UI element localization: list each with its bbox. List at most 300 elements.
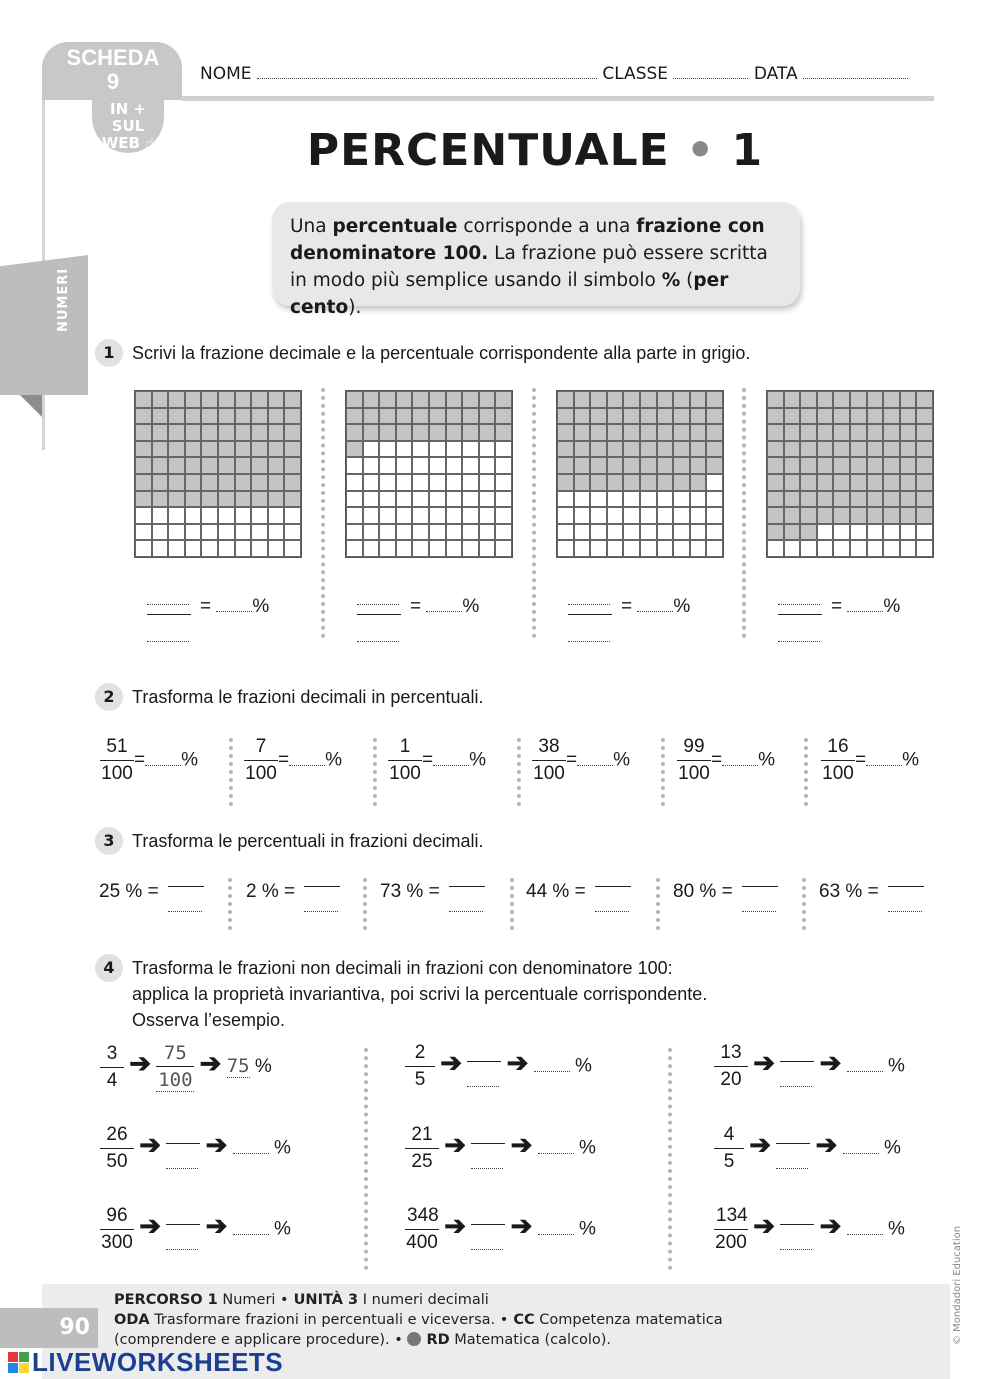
denominator: 100 — [533, 763, 565, 784]
footer-bold: PERCORSO 1 — [114, 1292, 218, 1308]
grid-cell — [607, 540, 624, 557]
numerator-field[interactable] — [471, 1129, 505, 1144]
example-fraction — [156, 1042, 194, 1092]
numerator: 3 — [100, 1043, 124, 1068]
numerator-field[interactable] — [166, 1210, 200, 1225]
grid-cell — [412, 507, 429, 524]
denominator-field[interactable] — [742, 887, 776, 912]
numerator: 51 — [100, 736, 134, 761]
grid-cell — [495, 524, 512, 541]
percent-value: 44 % — [526, 881, 570, 903]
grid-cell — [412, 540, 429, 557]
numerator: 1 — [388, 736, 422, 761]
percent-field[interactable] — [538, 1153, 574, 1154]
denominator-field[interactable] — [166, 1144, 198, 1169]
scheda-number: 9 — [106, 69, 120, 94]
grid-cell-shaded — [784, 507, 801, 524]
numerator: 16 — [821, 736, 855, 761]
grid-cell-shaded — [495, 424, 512, 441]
grid-cell-shaded — [916, 424, 933, 441]
equals-sign: = — [147, 881, 159, 903]
grid-cell-shaded — [800, 424, 817, 441]
grid-cell-shaded — [623, 474, 640, 491]
column-divider — [742, 388, 746, 638]
grid-cell — [284, 507, 301, 524]
percent-field[interactable] — [233, 1153, 269, 1154]
rd-badge-icon — [407, 1332, 421, 1346]
numerator: 4 — [714, 1124, 744, 1149]
grid-cell — [479, 524, 496, 541]
grid-cell — [284, 540, 301, 557]
grid-cell — [429, 491, 446, 508]
fraction — [100, 736, 134, 785]
grid-cell-shaded — [833, 507, 850, 524]
fraction-to-percent-item — [388, 736, 486, 785]
fraction — [388, 736, 422, 785]
grid-cell-shaded — [201, 474, 218, 491]
denominator-field[interactable] — [168, 887, 202, 912]
grid-cell-shaded — [268, 474, 285, 491]
equals-sign: = — [621, 596, 633, 617]
grid-cell-shaded — [657, 457, 674, 474]
grid-cell-shaded — [152, 441, 169, 458]
grid-cell — [590, 540, 607, 557]
grid-cell — [379, 457, 396, 474]
equals-sign: = — [855, 749, 867, 771]
grid-cell — [396, 524, 413, 541]
denominator-field[interactable] — [471, 1144, 503, 1169]
grid-cell-shaded — [168, 474, 185, 491]
grid-cell — [557, 540, 574, 557]
grid-cell-shaded — [251, 491, 268, 508]
grid-cell — [201, 540, 218, 557]
grid-cell — [462, 457, 479, 474]
liveworksheets-logo[interactable] — [8, 1347, 284, 1377]
grid-cell-shaded — [850, 441, 867, 458]
grid-cell-shaded — [574, 474, 591, 491]
footer-text: Competenza matematica — [534, 1312, 723, 1328]
grid-cell-shaded — [706, 408, 723, 425]
grid-cell-shaded — [800, 457, 817, 474]
grid-cell — [379, 507, 396, 524]
grid-cell-shaded — [135, 491, 152, 508]
percent-field[interactable] — [847, 1234, 883, 1235]
grid-cell-shaded — [916, 441, 933, 458]
percent-sign: % — [469, 749, 487, 771]
numerator-field[interactable] — [147, 598, 189, 605]
conversion-item — [100, 1124, 291, 1173]
grid-cell-shaded — [690, 391, 707, 408]
arrow-right-icon: ➔ — [139, 1210, 162, 1241]
grid-cell-shaded — [833, 424, 850, 441]
numerator-field[interactable] — [888, 872, 924, 887]
grid-cell — [590, 507, 607, 524]
grid-cell — [883, 540, 900, 557]
grid-cell-shaded — [867, 474, 884, 491]
grid-cell — [185, 524, 202, 541]
grid-cell-shaded — [268, 424, 285, 441]
grid-cell — [767, 540, 784, 557]
grid-cell — [429, 507, 446, 524]
grid-cell — [574, 524, 591, 541]
grid-cell-shaded — [640, 474, 657, 491]
percent-sign: % — [579, 1218, 596, 1240]
numerator-field[interactable] — [357, 598, 399, 605]
grid-cell-shaded — [867, 457, 884, 474]
grid-cell — [690, 524, 707, 541]
percent-answer — [410, 596, 479, 618]
grid-cell-shaded — [201, 408, 218, 425]
grid-cell — [379, 524, 396, 541]
exercise-1-instruction: Scrivi la frazione decimale e la percentuale corrispondente alla parte in grigio. — [132, 343, 751, 363]
grid-cell-shaded — [833, 457, 850, 474]
grid-cell-shaded — [706, 441, 723, 458]
denominator-field[interactable] — [449, 887, 483, 912]
grid-cell-shaded — [396, 391, 413, 408]
grid-cell-shaded — [363, 391, 380, 408]
percent-field[interactable] — [538, 1234, 574, 1235]
denominator: 100 — [245, 763, 277, 784]
answer-fraction — [166, 1129, 200, 1169]
grid-cell — [706, 507, 723, 524]
grid-cell — [673, 540, 690, 557]
grid-cell — [396, 474, 413, 491]
grid-cell — [479, 457, 496, 474]
grid-cell-shaded — [867, 441, 884, 458]
footer-separator: • — [280, 1292, 289, 1308]
grid-cell — [363, 540, 380, 557]
intro-bold: % — [661, 270, 681, 291]
grid-cell-shaded — [916, 507, 933, 524]
grid-cell — [706, 540, 723, 557]
hundred-grid — [556, 390, 724, 558]
numerator: 134 — [714, 1205, 748, 1230]
arrow-right-icon: ➔ — [753, 1210, 776, 1241]
grid-cell — [590, 524, 607, 541]
percent-sign: % — [888, 1218, 905, 1240]
numerator-field[interactable] — [568, 598, 610, 605]
numerator: 99 — [677, 736, 711, 761]
exercise-2-instruction: Trasforma le frazioni decimali in percentuali. — [132, 687, 484, 707]
numerator: 348 — [405, 1205, 439, 1230]
percent-sign: % — [884, 1137, 901, 1159]
grid-cell-shaded — [640, 457, 657, 474]
grid-cell — [690, 540, 707, 557]
percent-sign: % — [902, 749, 920, 771]
grid-cell — [495, 474, 512, 491]
numerator-field[interactable] — [742, 872, 778, 887]
grid-cell-shaded — [640, 408, 657, 425]
grid-cell — [346, 540, 363, 557]
grid-cell — [462, 524, 479, 541]
denominator: 100 — [678, 763, 710, 784]
grid-cell — [446, 524, 463, 541]
denominator: 100 — [101, 763, 133, 784]
grid-cell — [396, 457, 413, 474]
title-number: 1 — [731, 125, 764, 176]
footer-bold: ODA — [114, 1312, 150, 1328]
data-label: DATA — [753, 64, 798, 84]
column-divider — [656, 878, 660, 930]
grid-cell-shaded — [495, 391, 512, 408]
numerator-field[interactable] — [776, 1129, 810, 1144]
ribbon-fold — [20, 395, 42, 417]
arrow-right-icon: ➔ — [139, 1129, 162, 1160]
hundred-grid — [134, 390, 302, 558]
grid-cell-shaded — [135, 408, 152, 425]
percent-field[interactable] — [722, 765, 758, 766]
intro-bold: percentuale — [332, 216, 458, 237]
percent-field[interactable] — [534, 1071, 570, 1072]
grid-cell — [833, 524, 850, 541]
grid-cell-shaded — [235, 441, 252, 458]
denominator-field[interactable] — [467, 1062, 499, 1087]
percent-to-fraction-item — [246, 872, 340, 912]
grid-cell — [396, 491, 413, 508]
fraction — [714, 1042, 748, 1091]
grid-cell-shaded — [251, 474, 268, 491]
column-divider — [661, 738, 665, 806]
grid-cell-shaded — [800, 524, 817, 541]
grid-cell-shaded — [574, 457, 591, 474]
percent-field[interactable] — [847, 611, 883, 612]
numerator-field[interactable] — [778, 598, 820, 605]
percent-answer — [200, 596, 269, 618]
grid-cell-shaded — [185, 457, 202, 474]
grid-cell-shaded — [623, 424, 640, 441]
grid-cell — [185, 507, 202, 524]
percent-field[interactable] — [216, 611, 252, 612]
percent-field[interactable] — [577, 765, 613, 766]
percent-sign: % — [274, 1137, 291, 1159]
grid-cell-shaded — [833, 491, 850, 508]
percent-sign: % — [181, 749, 199, 771]
grid-cell — [574, 540, 591, 557]
grid-cell — [363, 491, 380, 508]
numerator-field[interactable] — [595, 872, 631, 887]
grid-cell-shaded — [657, 474, 674, 491]
percent-field[interactable] — [433, 765, 469, 766]
grid-cell-shaded — [557, 424, 574, 441]
denominator-field[interactable] — [595, 887, 629, 912]
grid-cell — [446, 507, 463, 524]
grid-cell-shaded — [284, 391, 301, 408]
grid-cell — [412, 474, 429, 491]
nome-label: NOME — [200, 64, 252, 84]
percent-field[interactable] — [289, 765, 325, 766]
grid-cell-shaded — [479, 424, 496, 441]
grid-cell-shaded — [883, 441, 900, 458]
grid-cell-shaded — [883, 391, 900, 408]
grid-cell — [462, 474, 479, 491]
answer-fraction — [742, 872, 778, 912]
answer-fraction — [467, 1047, 501, 1087]
numerator: 96 — [100, 1205, 134, 1230]
numerator: 75 — [156, 1042, 194, 1067]
grid-cell-shaded — [623, 408, 640, 425]
grid-cell-shaded — [590, 391, 607, 408]
grid-cell — [218, 524, 235, 541]
column-divider — [804, 738, 808, 806]
numerator-field[interactable] — [780, 1047, 814, 1062]
arrow-right-icon: ➔ — [819, 1047, 842, 1078]
denominator-field[interactable] — [568, 615, 610, 642]
grid-cell-shaded — [462, 408, 479, 425]
grid-cell — [462, 540, 479, 557]
numerator-field[interactable] — [449, 872, 485, 887]
instruction-line: Trasforma le frazioni non decimali in frazioni con denominatore 100: — [132, 958, 673, 978]
exercise-number: 2 — [95, 683, 123, 711]
grid-cell-shaded — [784, 474, 801, 491]
grid-cell-shaded — [817, 408, 834, 425]
grid-cell-shaded — [706, 457, 723, 474]
fraction-answer — [778, 590, 822, 646]
grid-cell-shaded — [623, 391, 640, 408]
grid-cell — [557, 524, 574, 541]
grid-cell — [462, 507, 479, 524]
grid-cell — [363, 457, 380, 474]
footer-bold: RD — [421, 1332, 450, 1348]
grid-cell-shaded — [784, 408, 801, 425]
grid-cell-shaded — [690, 457, 707, 474]
classe-field[interactable] — [673, 78, 748, 79]
grid-cell-shaded — [201, 391, 218, 408]
grid-cell-shaded — [152, 424, 169, 441]
grid-cell — [446, 540, 463, 557]
grid-cell — [268, 507, 285, 524]
nome-field[interactable] — [257, 78, 597, 79]
grid-cell-shaded — [657, 408, 674, 425]
grid-cell-shaded — [706, 391, 723, 408]
grid-cell-shaded — [817, 424, 834, 441]
numerator-field[interactable] — [471, 1210, 505, 1225]
percent-sign: % — [254, 1056, 272, 1078]
grid-cell-shaded — [268, 491, 285, 508]
grid-cell — [916, 524, 933, 541]
denominator-field[interactable] — [166, 1225, 198, 1250]
grid-cell-shaded — [883, 424, 900, 441]
arrow-right-icon: ➔ — [129, 1048, 152, 1079]
grid-cell-shaded — [152, 457, 169, 474]
percent-sign: % — [579, 1137, 596, 1159]
grid-cell-shaded — [152, 474, 169, 491]
percent-field[interactable] — [145, 765, 181, 766]
grid-cell — [251, 507, 268, 524]
grid-cell-shaded — [346, 391, 363, 408]
grid-cell-shaded — [479, 391, 496, 408]
grid-cell-shaded — [690, 441, 707, 458]
percent-field[interactable] — [637, 611, 673, 612]
grid-cell-shaded — [284, 457, 301, 474]
denominator-field[interactable] — [778, 615, 820, 642]
percent-field[interactable] — [426, 611, 462, 612]
answer-fraction — [166, 1210, 200, 1250]
web-badge[interactable] — [92, 95, 164, 153]
grid-cell-shaded — [462, 424, 479, 441]
grid-cell-shaded — [495, 408, 512, 425]
numerator-field[interactable] — [780, 1210, 814, 1225]
grid-cell — [673, 524, 690, 541]
grid-cell-shaded — [379, 391, 396, 408]
grid-cell-shaded — [767, 507, 784, 524]
grid-cell-shaded — [867, 391, 884, 408]
grid-cell-shaded — [607, 474, 624, 491]
percent-field[interactable] — [233, 1234, 269, 1235]
grid-cell-shaded — [346, 424, 363, 441]
denominator: 400 — [406, 1232, 438, 1253]
grid-cell-shaded — [346, 441, 363, 458]
denominator-field[interactable] — [471, 1225, 503, 1250]
grid-cell — [673, 491, 690, 508]
grid-cell — [396, 441, 413, 458]
answer-fraction — [449, 872, 485, 912]
percent-sign: % — [888, 1055, 905, 1077]
grid-cell-shaded — [185, 391, 202, 408]
denominator-field[interactable] — [304, 887, 338, 912]
numerator-field[interactable] — [168, 872, 204, 887]
fraction-to-percent-item — [821, 736, 919, 785]
grid-cell-shaded — [251, 457, 268, 474]
example-percent: 75 — [226, 1055, 250, 1078]
equals-sign: = — [278, 749, 290, 771]
denominator-field[interactable] — [776, 1144, 808, 1169]
denominator: 25 — [411, 1151, 433, 1172]
grid-cell-shaded — [900, 408, 917, 425]
grid-cell-shaded — [185, 424, 202, 441]
grid-cell-shaded — [784, 457, 801, 474]
grid-cell — [218, 540, 235, 557]
grid-cell-shaded — [867, 408, 884, 425]
scheda-label — [58, 46, 168, 94]
fraction — [405, 1042, 435, 1091]
grid-cell-shaded — [429, 408, 446, 425]
arrow-right-icon: ➔ — [205, 1210, 228, 1241]
denominator-field[interactable] — [888, 887, 922, 912]
column-divider — [510, 878, 514, 930]
grid-cell-shaded — [201, 424, 218, 441]
grid-cell-shaded — [817, 391, 834, 408]
scheda-text: SCHEDA — [66, 45, 160, 70]
percent-field[interactable] — [843, 1153, 879, 1154]
numerator-field[interactable] — [166, 1129, 200, 1144]
grid-cell-shaded — [800, 441, 817, 458]
grid-cell — [817, 524, 834, 541]
grid-cell — [673, 507, 690, 524]
grid-cell — [706, 491, 723, 508]
denominator-field[interactable] — [147, 615, 189, 642]
grid-cell-shaded — [574, 408, 591, 425]
answer-fraction — [780, 1210, 814, 1250]
footer-text: Matematica (calcolo). — [449, 1332, 612, 1348]
grid-cell — [479, 540, 496, 557]
denominator: 100 — [822, 763, 854, 784]
grid-cell-shaded — [657, 441, 674, 458]
column-divider — [321, 388, 325, 638]
numerator-field[interactable] — [467, 1047, 501, 1062]
numerator-field[interactable] — [304, 872, 340, 887]
denominator-field[interactable] — [780, 1062, 812, 1087]
grid-cell — [412, 457, 429, 474]
denominator-field[interactable] — [357, 615, 399, 642]
percent-field[interactable] — [866, 765, 902, 766]
column-divider — [363, 878, 367, 930]
data-field[interactable] — [803, 78, 908, 79]
percent-field[interactable] — [847, 1071, 883, 1072]
arrow-right-icon: ➔ — [444, 1210, 467, 1241]
denominator-field[interactable] — [780, 1225, 812, 1250]
arrow-right-icon: ➔ — [205, 1129, 228, 1160]
grid-cell-shaded — [607, 408, 624, 425]
